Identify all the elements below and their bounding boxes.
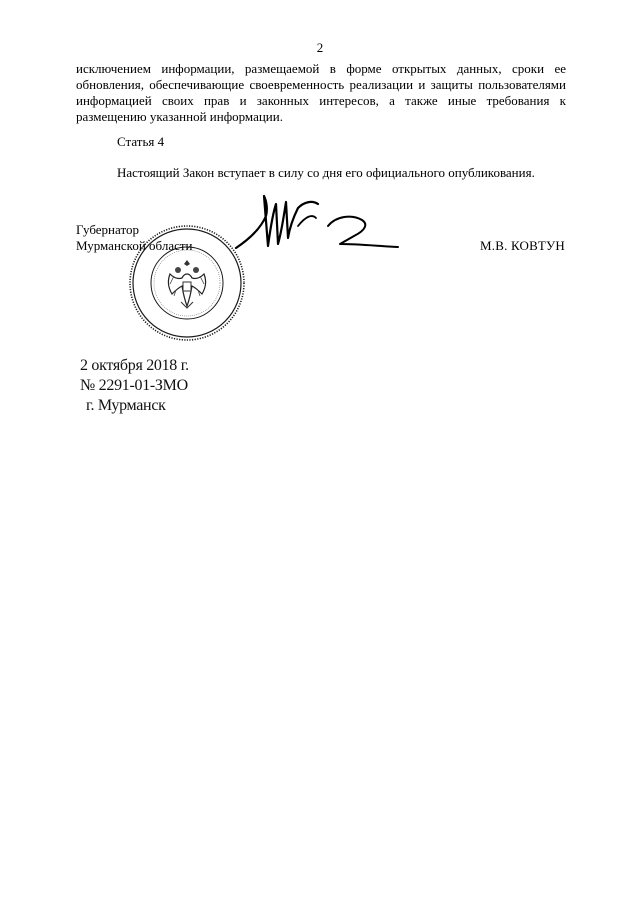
- signing-date: 2 октября 2018 г.: [80, 357, 189, 374]
- handwritten-signature: [228, 186, 408, 266]
- signer-title-line2: Мурманской области: [76, 238, 193, 253]
- signature-block: [76, 222, 193, 254]
- signing-city: г. Мурманск: [86, 397, 166, 414]
- signer-name: М.В. КОВТУН: [480, 238, 565, 253]
- body-paragraph: исключением информации, размещаемой в форме открытых данных, сроки ее обновления, обеспечивающие своевременность реализации и защиты пользователями информацией своих прав и законных интересов, а также иные требования к размещению указанной информации.: [76, 61, 566, 124]
- law-number: № 2291-01-ЗМО: [80, 377, 188, 394]
- page-number: 2: [316, 40, 324, 55]
- signer-title-line1: Губернатор: [76, 222, 139, 237]
- article-heading: Статья 4: [117, 134, 165, 149]
- coat-of-arms-icon: [168, 260, 205, 308]
- article-text: Настоящий Закон вступает в силу со дня его официального опубликования.: [117, 165, 535, 180]
